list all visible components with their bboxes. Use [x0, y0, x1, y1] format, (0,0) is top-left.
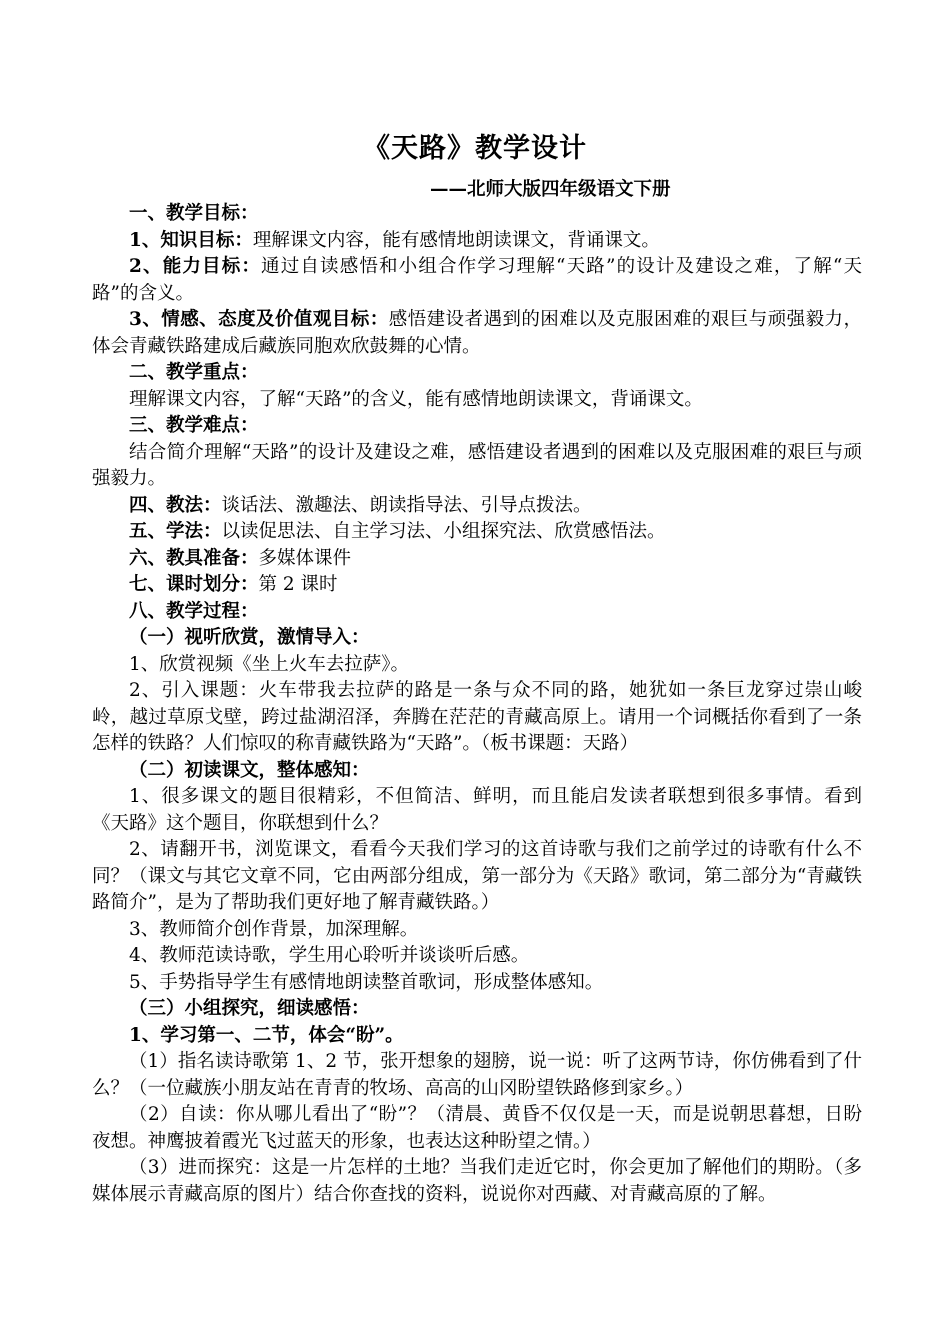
key-points-heading: 二、教学重点：	[129, 362, 259, 383]
document-subtitle: ——北师大版四年级语文下册	[430, 179, 671, 200]
learning-methods	[92, 519, 862, 546]
teaching-methods-text: 谈话法、激趣法、朗读指导法、引导点拨法。	[221, 494, 592, 516]
objective-emotion-label: 3、情感、态度及价值观目标：	[129, 309, 389, 330]
teaching-tools	[92, 546, 862, 573]
section-3-paragraph-3: （3）进而探究：这是一片怎样的土地？当我们走近它时，你会更加了解他们的期盼。（多媒体展示青藏高原的图片）结合你查找的资料，说说你对西藏、对青藏高原的了解。	[92, 1157, 862, 1205]
section-1-paragraph-1: 1、欣赏视频《坐上火车去拉萨》。	[129, 653, 410, 675]
difficulties-heading: 三、教学难点：	[129, 415, 259, 436]
section-2-paragraph-1: 1、很多课文的题目很精彩，不但简洁、鲜明，而且能启发读者联想到很多事情。看到《天路》这个题目，你联想到什么？	[92, 786, 862, 834]
section-1-heading: （一）视听欣赏，激情导入：	[129, 627, 370, 648]
section-3-paragraph-1: （1）指名读诗歌第 1、2 节，张开想象的翅膀，说一说：听了这两节诗，你仿佛看到了什么？（一位藏族小朋友站在青青的牧场、高高的山冈盼望铁路修到家乡。）	[92, 1051, 862, 1099]
objective-ability-label: 2、能力目标：	[129, 256, 262, 277]
class-hours-text: 第 2 课时	[258, 574, 338, 595]
teaching-methods-label: 四、教法：	[129, 494, 222, 516]
objectives-heading: 一、教学目标：	[129, 203, 259, 224]
document-body	[92, 201, 862, 1208]
objective-knowledge	[92, 228, 862, 255]
learning-methods-label: 五、学法：	[129, 521, 222, 542]
class-hours	[92, 572, 862, 599]
key-points-text: 理解课文内容，了解“天路”的含义，能有感情地朗读课文，背诵课文。	[129, 388, 703, 410]
section-2-heading: （二）初读课文，整体感知：	[129, 759, 370, 781]
objective-emotion-text: 感悟建设者遇到的困难以及克服困难的艰巨与顽强毅力，体会青藏铁路建成后藏族同胞欢欣鼓舞的心情。	[92, 309, 862, 357]
section-2-paragraph-5: 5、手势指导学生有感情地朗读整首歌词，形成整体感知。	[129, 971, 604, 993]
objective-emotion	[92, 307, 862, 360]
teaching-tools-text: 多媒体课件	[258, 547, 352, 569]
section-3-subheading: 1、学习第一、二节，体会“盼”。	[129, 1024, 404, 1046]
section-3-heading: （三）小组探究，细读感悟：	[129, 998, 370, 1019]
teaching-methods	[92, 493, 862, 520]
teaching-tools-label: 六、教具准备：	[129, 547, 259, 569]
process-heading: 八、教学过程：	[129, 600, 259, 622]
document-title: 《天路》教学设计	[363, 133, 587, 164]
section-2-paragraph-2: 2、请翻开书，浏览课文，看看今天我们学习的这首诗歌与我们之前学过的诗歌有什么不同？（课文与其它文章不同，它由两部分组成，第一部分为《天路》歌词，第二部分为“青藏铁路简介”，是为了帮助我们更好地了解青藏铁路。）	[92, 839, 862, 913]
difficulties-text: 结合简介理解“天路”的设计及建设之难，感悟建设者遇到的困难以及克服困难的艰巨与顽强毅力。	[92, 441, 862, 489]
objective-knowledge-text: 理解课文内容，能有感情地朗读课文，背诵课文。	[252, 229, 660, 251]
section-3-paragraph-2: （2）自读：你从哪儿看出了“盼”？（清晨、黄昏不仅仅是一天，而是说朝思暮想，日盼夜想。神鹰披着霞光飞过蓝天的形象，也表达这种盼望之情。）	[92, 1104, 862, 1152]
class-hours-label: 七、课时划分：	[129, 574, 259, 595]
section-1-paragraph-2: 2、引入课题：火车带我去拉萨的路是一条与众不同的路，她犹如一条巨龙穿过崇山峻岭，越过草原戈壁，跨过盐湖沼泽，奔腾在茫茫的青藏高原上。请用一个词概括你看到了一条怎样的铁路？人们惊叹的称青藏铁路为“天路”。（板书课题：天路）	[92, 680, 862, 754]
section-2-paragraph-4: 4、教师范读诗歌，学生用心聆听并谈谈听后感。	[129, 945, 530, 966]
objective-ability	[92, 254, 862, 307]
objective-knowledge-label: 1、知识目标：	[129, 229, 253, 251]
learning-methods-text: 以读促思法、自主学习法、小组探究法、欣赏感悟法。	[221, 521, 666, 542]
section-2-paragraph-3: 3、教师简介创作背景，加深理解。	[129, 918, 419, 940]
objective-ability-text: 通过自读感悟和小组合作学习理解“天路”的设计及建设之难，了解“天路”的含义。	[92, 256, 862, 304]
